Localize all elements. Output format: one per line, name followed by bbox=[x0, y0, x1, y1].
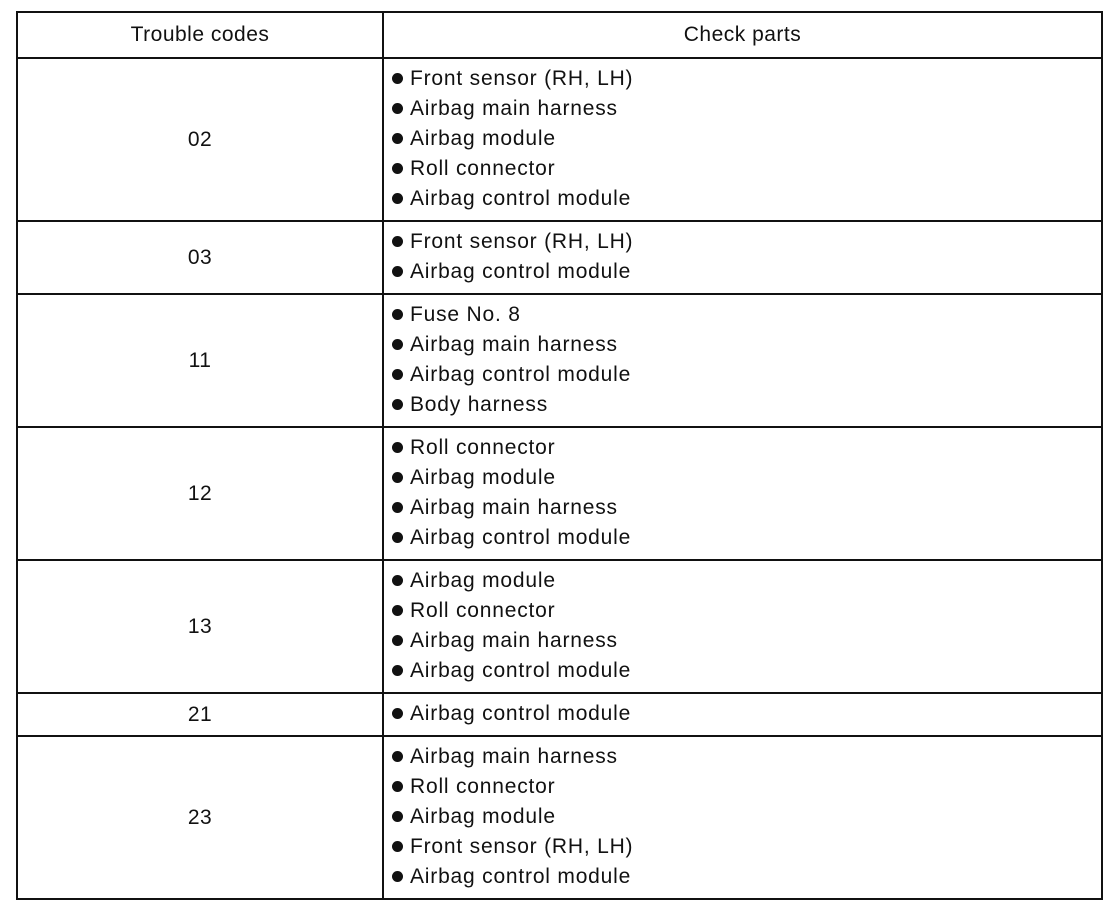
list-item bbox=[392, 596, 1101, 626]
check-part-label: Front sensor (RH, LH) bbox=[410, 835, 634, 858]
check-part-label: Airbag module bbox=[410, 805, 556, 828]
bullet-icon bbox=[392, 442, 403, 453]
list-item bbox=[392, 626, 1101, 656]
bullet-icon bbox=[392, 339, 403, 350]
list-item bbox=[392, 257, 1101, 287]
check-parts-cell bbox=[383, 736, 1102, 899]
trouble-code-cell: 21 bbox=[17, 693, 383, 736]
check-part-label: Roll connector bbox=[410, 157, 556, 180]
check-parts-list bbox=[392, 227, 1101, 287]
bullet-icon bbox=[392, 532, 403, 543]
table-row bbox=[17, 427, 1102, 560]
check-parts-cell bbox=[383, 294, 1102, 427]
list-item bbox=[392, 64, 1101, 94]
list-item bbox=[392, 772, 1101, 802]
list-item bbox=[392, 330, 1101, 360]
check-part-label: Airbag main harness bbox=[410, 629, 618, 652]
bullet-icon bbox=[392, 502, 403, 513]
list-item bbox=[392, 433, 1101, 463]
trouble-code-cell: 23 bbox=[17, 736, 383, 899]
check-parts-cell bbox=[383, 221, 1102, 294]
table-row bbox=[17, 58, 1102, 221]
list-item bbox=[392, 227, 1101, 257]
list-item bbox=[392, 862, 1101, 892]
check-parts-list bbox=[392, 433, 1101, 553]
check-parts-list bbox=[392, 699, 1101, 729]
bullet-icon bbox=[392, 472, 403, 483]
header-row bbox=[17, 12, 1102, 58]
list-item bbox=[392, 523, 1101, 553]
bullet-icon bbox=[392, 369, 403, 380]
check-parts-list bbox=[392, 64, 1101, 214]
list-item bbox=[392, 300, 1101, 330]
check-parts-list bbox=[392, 742, 1101, 892]
check-part-label: Airbag control module bbox=[410, 526, 632, 549]
bullet-icon bbox=[392, 193, 403, 204]
check-parts-cell bbox=[383, 58, 1102, 221]
check-part-label: Airbag control module bbox=[410, 260, 632, 283]
check-part-label: Airbag main harness bbox=[410, 496, 618, 519]
bullet-icon bbox=[392, 236, 403, 247]
table-row bbox=[17, 221, 1102, 294]
bullet-icon bbox=[392, 103, 403, 114]
bullet-icon bbox=[392, 399, 403, 410]
list-item bbox=[392, 656, 1101, 686]
list-item bbox=[392, 802, 1101, 832]
list-item bbox=[392, 184, 1101, 214]
list-item bbox=[392, 124, 1101, 154]
list-item bbox=[392, 94, 1101, 124]
header-check-parts: Check parts bbox=[383, 12, 1102, 58]
check-parts-list bbox=[392, 566, 1101, 686]
table-row bbox=[17, 294, 1102, 427]
check-part-label: Airbag control module bbox=[410, 363, 632, 386]
check-part-label: Airbag control module bbox=[410, 702, 632, 725]
check-parts-list bbox=[392, 300, 1101, 420]
bullet-icon bbox=[392, 751, 403, 762]
trouble-code-cell: 12 bbox=[17, 427, 383, 560]
bullet-icon bbox=[392, 133, 403, 144]
check-part-label: Airbag main harness bbox=[410, 97, 618, 120]
bullet-icon bbox=[392, 811, 403, 822]
list-item bbox=[392, 493, 1101, 523]
check-part-label: Front sensor (RH, LH) bbox=[410, 230, 634, 253]
bullet-icon bbox=[392, 781, 403, 792]
bullet-icon bbox=[392, 73, 403, 84]
check-parts-cell bbox=[383, 427, 1102, 560]
list-item bbox=[392, 463, 1101, 493]
list-item bbox=[392, 832, 1101, 862]
check-part-label: Airbag module bbox=[410, 127, 556, 150]
header-trouble-codes: Trouble codes bbox=[17, 12, 383, 58]
check-part-label: Roll connector bbox=[410, 436, 556, 459]
check-parts-cell bbox=[383, 560, 1102, 693]
check-part-label: Roll connector bbox=[410, 775, 556, 798]
check-part-label: Body harness bbox=[410, 393, 549, 416]
trouble-code-cell: 02 bbox=[17, 58, 383, 221]
check-parts-cell bbox=[383, 693, 1102, 736]
list-item bbox=[392, 742, 1101, 772]
check-part-label: Airbag module bbox=[410, 569, 556, 592]
table-row bbox=[17, 693, 1102, 736]
bullet-icon bbox=[392, 605, 403, 616]
bullet-icon bbox=[392, 575, 403, 586]
trouble-code-cell: 11 bbox=[17, 294, 383, 427]
check-part-label: Airbag main harness bbox=[410, 333, 618, 356]
list-item bbox=[392, 154, 1101, 184]
trouble-code-cell: 03 bbox=[17, 221, 383, 294]
bullet-icon bbox=[392, 309, 403, 320]
list-item bbox=[392, 566, 1101, 596]
check-part-label: Airbag module bbox=[410, 466, 556, 489]
list-item bbox=[392, 390, 1101, 420]
table-body bbox=[17, 58, 1102, 899]
list-item bbox=[392, 699, 1101, 729]
check-part-label: Front sensor (RH, LH) bbox=[410, 67, 634, 90]
check-part-label: Roll connector bbox=[410, 599, 556, 622]
bullet-icon bbox=[392, 871, 403, 882]
check-part-label: Airbag control module bbox=[410, 865, 632, 888]
table-row bbox=[17, 736, 1102, 899]
bullet-icon bbox=[392, 635, 403, 646]
trouble-code-cell: 13 bbox=[17, 560, 383, 693]
bullet-icon bbox=[392, 266, 403, 277]
bullet-icon bbox=[392, 841, 403, 852]
check-part-label: Fuse No. 8 bbox=[410, 303, 521, 326]
bullet-icon bbox=[392, 708, 403, 719]
check-part-label: Airbag control module bbox=[410, 187, 632, 210]
list-item bbox=[392, 360, 1101, 390]
check-part-label: Airbag main harness bbox=[410, 745, 618, 768]
trouble-codes-table bbox=[16, 11, 1103, 900]
check-part-label: Airbag control module bbox=[410, 659, 632, 682]
bullet-icon bbox=[392, 665, 403, 676]
bullet-icon bbox=[392, 163, 403, 174]
table-row bbox=[17, 560, 1102, 693]
